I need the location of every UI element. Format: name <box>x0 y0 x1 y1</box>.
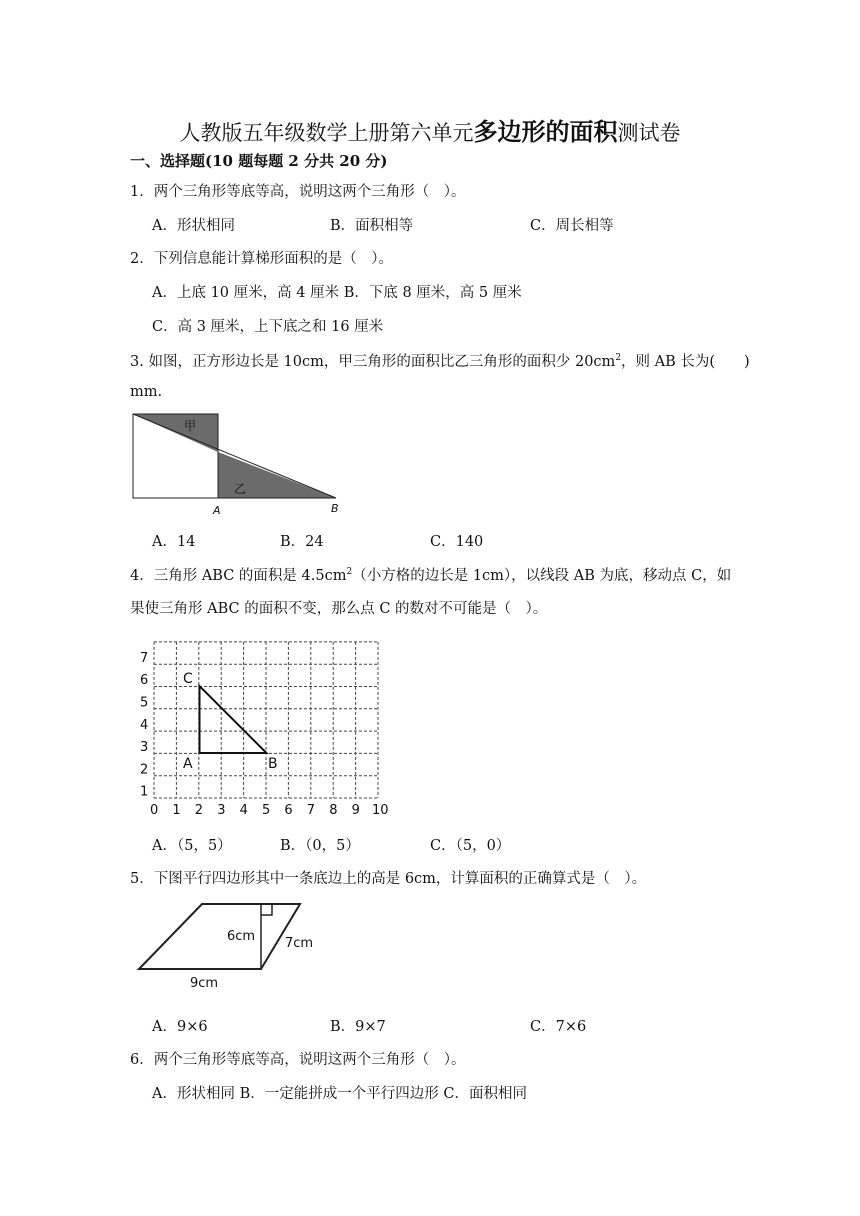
question-4-option-b: B．（0，5） <box>280 838 360 854</box>
title-suffix: 测试卷 <box>617 121 681 145</box>
height-label: 6cm <box>227 929 256 944</box>
label-jia: 甲 <box>184 419 197 433</box>
x-tick-label: 2 <box>194 803 204 818</box>
question-6-stem: 6．两个三角形等底等高，说明这两个三角形（ ）。 <box>130 1052 466 1068</box>
x-tick-label: 5 <box>262 803 271 818</box>
question-3-stem-tail: ，则 AB 长为( ) <box>621 354 750 370</box>
x-tick-label: 7 <box>306 803 316 818</box>
question-3-stem-text: 3. 如图，正方形边长是 10cm，甲三角形的面积比乙三角形的面积少 20cm <box>130 354 616 370</box>
parallelogram <box>139 904 300 969</box>
question-5-option-c: C．7×6 <box>530 1019 587 1035</box>
section-heading: 一、选择题(10 题每题 2 分共 20 分) <box>130 152 388 170</box>
question-3-option-c: C．140 <box>430 534 484 550</box>
y-axis-ticks <box>140 651 148 800</box>
x-tick-label: 3 <box>217 803 226 818</box>
x-axis-ticks <box>150 803 389 818</box>
y-tick-label: 2 <box>140 762 149 778</box>
title-emphasis: 多边形的面积 <box>473 117 618 146</box>
question-3-superscript: 2 <box>615 353 622 364</box>
grid-lines <box>154 642 378 798</box>
question-4-stem <box>130 564 731 585</box>
question-1-option-a: A．形状相同 <box>152 218 235 234</box>
question-3-figure <box>126 408 356 520</box>
x-tick-label: 10 <box>372 803 389 818</box>
question-4-superscript: 2 <box>346 567 353 578</box>
y-tick-label: 4 <box>140 717 149 733</box>
question-6-options: A．形状相同 B．一定能拼成一个平行四边形 C．面积相同 <box>152 1086 527 1102</box>
question-4-grid-figure <box>130 628 400 823</box>
question-5-option-b: B．9×7 <box>330 1019 386 1035</box>
question-4-stem-text: 4．三角形 ABC 的面积是 4.5cm <box>130 568 347 584</box>
y-tick-label: 1 <box>140 784 149 800</box>
question-4-stem-tail: （小方格的边长是 1cm），以线段 AB 为底，移动点 C，如 <box>352 568 732 584</box>
question-1-option-b: B．面积相等 <box>330 218 414 234</box>
page-title <box>0 112 860 147</box>
question-5-parallelogram-figure <box>134 898 324 994</box>
title-prefix: 人教版五年级数学上册第六单元 <box>179 121 474 145</box>
label-yi: 乙 <box>234 482 247 496</box>
y-tick-label: 7 <box>140 650 149 666</box>
question-4-option-a: A．（5，5） <box>152 838 232 854</box>
y-tick-label: 3 <box>140 740 149 756</box>
side-label: 7cm <box>285 936 314 951</box>
right-angle-mark <box>261 904 272 915</box>
y-tick-label: 5 <box>140 695 149 711</box>
x-tick-label: 0 <box>150 803 159 818</box>
point-c-label: C <box>183 671 193 687</box>
base-label: 9cm <box>190 976 219 991</box>
question-5-option-a: A．9×6 <box>152 1019 208 1035</box>
x-tick-label: 4 <box>239 803 248 818</box>
question-1-stem: 1．两个三角形等底等高，说明这两个三角形（ ）。 <box>130 184 466 200</box>
point-a-label: A <box>183 756 193 772</box>
question-2-option-ab: A．上底 10 厘米，高 4 厘米 B．下底 8 厘米，高 5 厘米 <box>152 285 522 301</box>
question-3-stem <box>130 350 750 371</box>
question-2-option-c: C．高 3 厘米，上下底之和 16 厘米 <box>152 319 384 335</box>
question-5-stem: 5．下图平行四边形其中一条底边上的高是 6cm，计算面积的正确算式是（ ）。 <box>130 871 647 887</box>
question-2-stem: 2．下列信息能计算梯形面积的是（ ）。 <box>130 251 393 267</box>
point-b-label: B <box>331 502 339 515</box>
question-3-stem-line2: mm. <box>130 384 163 400</box>
x-tick-label: 8 <box>329 803 338 818</box>
question-4-option-c: C．（5，0） <box>430 838 511 854</box>
y-tick-label: 6 <box>140 673 149 689</box>
point-b-label: B <box>268 756 278 772</box>
x-tick-label: 6 <box>284 803 293 818</box>
question-3-option-b: B．24 <box>280 534 324 550</box>
question-1-option-c: C．周长相等 <box>530 218 614 234</box>
question-4-stem-line2: 果使三角形 ABC 的面积不变，那么点 C 的数对不可能是（ ）。 <box>130 601 548 617</box>
x-tick-label: 1 <box>172 803 181 818</box>
question-3-option-a: A．14 <box>152 534 196 550</box>
x-tick-label: 9 <box>351 803 360 818</box>
triangle-abc <box>200 686 267 753</box>
point-a-label: A <box>213 504 221 517</box>
